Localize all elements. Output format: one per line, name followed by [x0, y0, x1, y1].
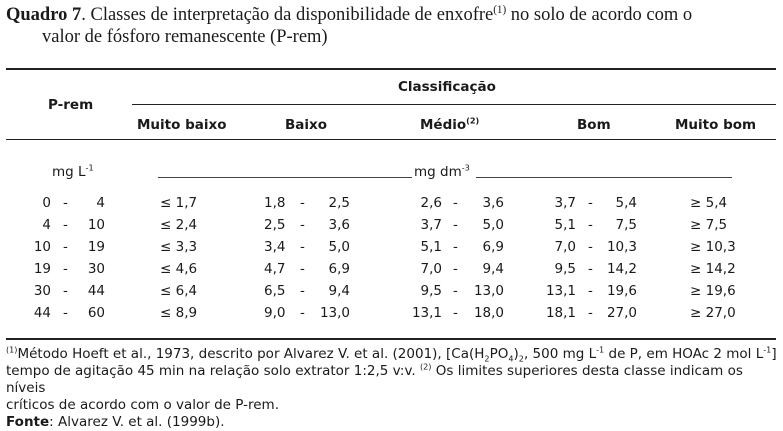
- table-cell-bom-hi: 19,6: [606, 283, 637, 299]
- range-dash: -: [588, 261, 593, 277]
- units-prem: [52, 164, 94, 180]
- units-rule: [158, 177, 412, 178]
- header-bottom-rule: [6, 139, 776, 140]
- table-row: [0, 217, 783, 239]
- footnote-marker-1: (1): [6, 344, 18, 355]
- range-dash: -: [453, 239, 458, 255]
- units-rule-right: [476, 177, 732, 178]
- table-cell-m-lo: 3,7: [420, 217, 442, 233]
- table-cell-bom-lo: 7,0: [554, 239, 576, 255]
- footnote-text-2b: Os limites superiores desta classe indicam os níveis: [6, 363, 743, 396]
- table-cell-prem-hi: 4: [96, 195, 105, 211]
- source-label: Fonte: [6, 414, 50, 430]
- units-prem-text: mg L: [52, 164, 86, 180]
- range-dash: -: [300, 283, 305, 299]
- table-cell-b-hi: 5,0: [328, 239, 350, 255]
- range-dash: -: [588, 239, 593, 255]
- table-row: [0, 261, 783, 283]
- table-cell-m-hi: 9,4: [482, 261, 504, 277]
- footnote-text-1c: ): [513, 346, 519, 362]
- footnote-sub: 4: [508, 353, 514, 364]
- table-cell-mb: ≤ 2,4: [160, 217, 198, 233]
- footnote-sub: 2: [484, 353, 490, 364]
- classificacao-rule: [132, 104, 776, 105]
- table-cell-bom-hi: 5,4: [615, 195, 637, 211]
- source-text: : Alvarez V. et al. (1999b).: [49, 414, 225, 430]
- caption-footnote-marker: (1): [493, 3, 507, 16]
- header-prem: P-rem: [48, 97, 94, 113]
- range-dash: -: [453, 217, 458, 233]
- table-cell-b-lo: 4,7: [264, 261, 286, 277]
- table-cell-m-lo: 13,1: [411, 305, 442, 321]
- table-cell-b-hi: 9,4: [328, 283, 350, 299]
- footnote-text-2a: tempo de agitação 45 min na relação solo extrator 1:2,5 v:v.: [6, 363, 420, 379]
- range-dash: -: [588, 305, 593, 321]
- table-cell-m-hi: 5,0: [482, 217, 504, 233]
- table-cell-mbom: ≥ 19,6: [690, 283, 736, 299]
- table-cell-prem-lo: 10: [33, 239, 51, 255]
- table-cell-b-hi: 6,9: [328, 261, 350, 277]
- table-cell-prem-hi: 60: [87, 305, 105, 321]
- table-cell-m-lo: 2,6: [420, 195, 442, 211]
- table-cell-mb: ≤ 1,7: [160, 195, 198, 211]
- caption-label: Quadro 7: [6, 5, 82, 25]
- table-cell-m-hi: 13,0: [473, 283, 504, 299]
- footnote-line-1: [6, 346, 782, 363]
- footnote-sub: 2: [518, 353, 524, 364]
- caption-text-end: no solo de acordo com o: [506, 5, 693, 25]
- table-cell-b-lo: 2,5: [264, 217, 286, 233]
- table-cell-bom-hi: 10,3: [606, 239, 637, 255]
- table-cell-prem-hi: 30: [87, 261, 105, 277]
- range-dash: -: [453, 283, 458, 299]
- table-top-rule: [6, 68, 776, 70]
- table-cell-bom-hi: 7,5: [615, 217, 637, 233]
- table-cell-mbom: ≥ 10,3: [690, 239, 736, 255]
- table-cell-m-lo: 7,0: [420, 261, 442, 277]
- table-cell-mb: ≤ 3,3: [160, 239, 198, 255]
- units-prem-exp: -1: [85, 162, 94, 173]
- range-dash: -: [63, 217, 68, 233]
- range-dash: -: [63, 283, 68, 299]
- table-cell-bom-lo: 13,1: [545, 283, 576, 299]
- table-cell-b-lo: 9,0: [264, 305, 286, 321]
- table-cell-prem-lo: 0: [42, 195, 51, 211]
- table-cell-b-lo: 1,8: [264, 195, 286, 211]
- range-dash: -: [300, 217, 305, 233]
- table-cell-prem-lo: 4: [42, 217, 51, 233]
- table-cell-bom-lo: 18,1: [545, 305, 576, 321]
- footnote-line-3: críticos de acordo com o valor de P-rem.: [6, 397, 279, 413]
- table-row: [0, 305, 783, 327]
- footnote-line-2: [6, 363, 782, 397]
- header-muito-baixo: Muito baixo: [137, 117, 227, 133]
- range-dash: -: [63, 195, 68, 211]
- footnote-text-1f: ]: [771, 346, 777, 362]
- table-cell-m-lo: 9,5: [420, 283, 442, 299]
- table-cell-bom-lo: 3,7: [554, 195, 576, 211]
- units-class-text: mg dm: [414, 164, 462, 180]
- table-row: [0, 195, 783, 217]
- header-medio-label: Médio: [420, 117, 467, 133]
- table-cell-mb: ≤ 4,6: [160, 261, 198, 277]
- caption-line-2: valor de fósforo remanescente (P-rem): [42, 27, 328, 47]
- range-dash: -: [63, 239, 68, 255]
- range-dash: -: [63, 305, 68, 321]
- range-dash: -: [300, 261, 305, 277]
- table-row: [0, 239, 783, 261]
- table-cell-mbom: ≥ 14,2: [690, 261, 736, 277]
- table-cell-b-hi: 2,5: [328, 195, 350, 211]
- caption-line-1: [6, 4, 776, 26]
- table-cell-b-hi: 13,0: [319, 305, 350, 321]
- table-cell-prem-hi: 10: [87, 217, 105, 233]
- table-cell-b-hi: 3,6: [328, 217, 350, 233]
- footnote-text-1e: de P, em HOAc 2 mol L: [604, 346, 764, 362]
- table-cell-bom-lo: 9,5: [554, 261, 576, 277]
- units-class: [414, 164, 470, 180]
- table-caption: [6, 4, 776, 48]
- units-class-exp: -3: [461, 162, 470, 173]
- header-medio-footnote: (2): [466, 115, 480, 126]
- table-cell-m-hi: 18,0: [473, 305, 504, 321]
- table-cell-prem-lo: 44: [33, 305, 51, 321]
- header-medio: [420, 117, 479, 133]
- table-cell-prem-lo: 30: [33, 283, 51, 299]
- range-dash: -: [63, 261, 68, 277]
- table-cell-m-hi: 3,6: [482, 195, 504, 211]
- range-dash: -: [453, 305, 458, 321]
- source-line: [6, 414, 782, 431]
- table-cell-mb: ≤ 8,9: [160, 305, 198, 321]
- footnote-sup: -1: [596, 344, 605, 355]
- range-dash: -: [300, 305, 305, 321]
- range-dash: -: [588, 195, 593, 211]
- footnote-text-1b: PO: [489, 346, 509, 362]
- header-bom: Bom: [577, 117, 611, 133]
- footnote: [6, 346, 782, 431]
- table-row: [0, 283, 783, 305]
- table-cell-b-lo: 3,4: [264, 239, 286, 255]
- table-cell-bom-hi: 27,0: [606, 305, 637, 321]
- range-dash: -: [588, 217, 593, 233]
- range-dash: -: [453, 195, 458, 211]
- table-bottom-rule: [6, 338, 776, 340]
- table-cell-mb: ≤ 6,4: [160, 283, 198, 299]
- table-cell-b-lo: 6,5: [264, 283, 286, 299]
- table-cell-prem-lo: 19: [33, 261, 51, 277]
- table-cell-m-lo: 5,1: [420, 239, 442, 255]
- footnote-marker-2: (2): [420, 361, 432, 372]
- footnote-text-1d: , 500 mg L: [523, 346, 597, 362]
- header-classificacao: Classificação: [398, 79, 496, 95]
- table-cell-bom-lo: 5,1: [554, 217, 576, 233]
- table-cell-mbom: ≥ 27,0: [690, 305, 736, 321]
- table-cell-mbom: ≥ 7,5: [690, 217, 728, 233]
- header-baixo: Baixo: [285, 117, 328, 133]
- range-dash: -: [300, 239, 305, 255]
- table-cell-prem-hi: 19: [87, 239, 105, 255]
- range-dash: -: [453, 261, 458, 277]
- table-cell-mbom: ≥ 5,4: [690, 195, 728, 211]
- caption-text: . Classes de interpretação da disponibilidade de enxofre: [81, 5, 494, 25]
- footnote-sup: -1: [763, 344, 772, 355]
- range-dash: -: [588, 283, 593, 299]
- range-dash: -: [300, 195, 305, 211]
- table-cell-m-hi: 6,9: [482, 239, 504, 255]
- table-cell-bom-hi: 14,2: [606, 261, 637, 277]
- header-muito-bom: Muito bom: [675, 117, 757, 133]
- footnote-text-1a: Método Hoeft et al., 1973, descrito por Alvarez V. et al. (2001), [Ca(H: [17, 346, 485, 362]
- table-cell-prem-hi: 44: [87, 283, 105, 299]
